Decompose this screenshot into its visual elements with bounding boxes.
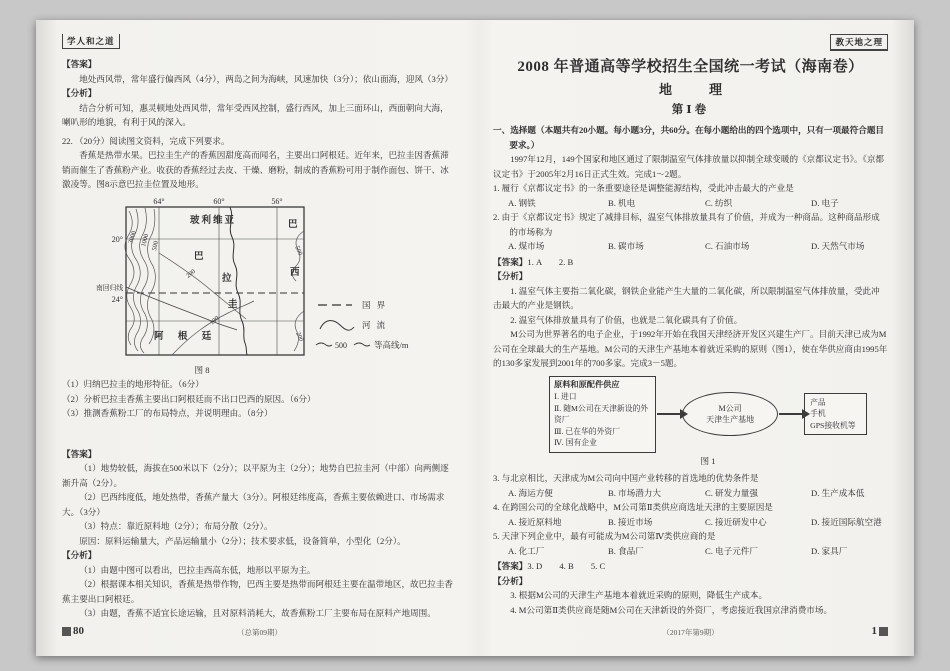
- analysis-label: 【分析】: [493, 271, 528, 281]
- contour-label: 500: [293, 244, 304, 257]
- country-label-paraguay: 拉: [222, 273, 232, 284]
- tropic-label: 南回归线: [96, 284, 124, 292]
- analysis-label: 【分析】: [62, 88, 97, 98]
- country-label-paraguay: 巴: [194, 251, 204, 262]
- option-row: [493, 486, 888, 501]
- figure1-diagram: [549, 376, 867, 453]
- country-label-bolivia: 玻利维亚: [189, 215, 237, 226]
- question-22-stem: 22. （20分）阅读图文资料，完成下列要求。: [62, 135, 230, 146]
- analysis-paragraph: 结合分析可知，惠灵顿地处西风带，常年受西风控制，盛行西风，加上三面环山，西面朝向大海，喇叭形的地貌，有利于风的深入。: [62, 102, 449, 127]
- right-page-number: [872, 624, 889, 639]
- question-stem: 3. 与北京相比，天津成为M公司向中国产业转移的首选地的优势条件是: [493, 473, 759, 483]
- answer-values: 3. D 4. B 5. C: [527, 561, 606, 571]
- question-22-intro: 香蕉是热带水果。巴拉圭生产的香蕉因甜度高而闻名，主要出口阿根廷。近年来，巴拉圭因香蕉滞销而催生了香蕉粉产业。收获的香蕉经过去皮、干燥、磨粉，制成的香蕉粉可用于制作面包、饼干、冰激凌等。图8示意巴拉圭位置及地形。: [62, 150, 449, 189]
- exam-title: 2008 年普通高等学校招生全国统一考试（海南卷）: [517, 59, 864, 75]
- figure8-caption: 图 8: [194, 364, 210, 375]
- option: D. 家具厂: [811, 545, 848, 556]
- right-arrow-icon: [657, 413, 681, 416]
- page-number-text: 1: [871, 625, 877, 637]
- book-spread: [36, 20, 914, 656]
- supply-item: Ⅳ. 国有企业: [554, 438, 597, 447]
- question-stem: 4. 在跨国公司的全球化战略中，M公司第Ⅱ类供应商选址天津的主要原因是: [493, 502, 773, 512]
- sub-question: （3）推测香蕉粉工厂的布局特点，并说明理由。（8分）: [62, 408, 273, 418]
- supply-box-title: 原料和原配件供应: [554, 379, 620, 389]
- answer-values: 1. A 2. B: [527, 256, 574, 267]
- contour-label: 200: [294, 330, 305, 343]
- answer-label: 【答案】: [62, 59, 97, 69]
- answer-item: （3）特点：靠近原料地（2分）；布局分散（2分）。: [79, 521, 273, 531]
- legend-contour-symbol: [354, 343, 370, 346]
- page-number-text: 80: [73, 625, 84, 637]
- analysis-item: （1）由题中图可以看出，巴拉圭西高东低，地形以平原为主。: [79, 564, 316, 575]
- contour-label: 1000: [140, 232, 151, 248]
- product-item: 手机: [810, 409, 826, 419]
- legend-river-symbol: [320, 320, 354, 330]
- page-number-block: [879, 627, 888, 636]
- passage: M公司为世界著名的电子企业，于1992年开始在我国天津经济开发区兴建生产厂。目前天津已成为M公司在全球最大的生产基地。M公司的天津生产基地本着就近采购的原则（图1），使在华供应商由1995年的130多家发展到2001年的700多家。完成3－5题。: [493, 329, 888, 368]
- option: A. 钢铁: [508, 197, 536, 208]
- plant-node: [682, 392, 778, 436]
- legend-contour-value: 500: [335, 340, 347, 350]
- option-row: [493, 515, 888, 530]
- contour-line: [132, 209, 141, 351]
- analysis-item: 4. M公司第Ⅱ类供应商是随M公司在天津新设的外资厂，考虑接近我国京津消费市场。: [510, 604, 833, 615]
- answer-label: 【答案】: [493, 256, 528, 267]
- map-lon-label: 56°: [271, 196, 283, 206]
- answer-item: 原因：原料运输量大，产品运输量小（2分）；技术要求低，设备简单，小型化（2分）。: [79, 535, 406, 546]
- option: D. 电子: [811, 197, 839, 208]
- product-item: GPS接收机等: [810, 420, 856, 430]
- analysis-item: 1. 温室气体主要指二氧化碳，钢铁企业能产生大量的二氧化碳，所以限制温室气体排放量，受此冲击最大的产业是钢铁。: [493, 285, 880, 310]
- answer-paragraph: 地处西风带，常年盛行偏西风（4分），两岛之间为海峡，风速加快（3分）；依山面海，迎风（3分）: [79, 73, 454, 84]
- right-page: [475, 20, 914, 656]
- option-row: [493, 196, 888, 211]
- map-lat-label: 24°: [111, 294, 123, 304]
- option: C. 石油市场: [705, 241, 750, 251]
- left-header-row: [62, 34, 457, 49]
- plant-name: M公司: [718, 404, 742, 413]
- sub-question: （2）分析巴拉圭香蕉主要出口阿根廷而不出口巴西的原因。（6分）: [62, 393, 316, 404]
- analysis-item: （3）由题，香蕉不适宜长途运输，且对原料消耗大，故香蕉粉工厂主要布局在原料产地周围。: [79, 608, 436, 618]
- contour-label: 3000: [127, 229, 138, 245]
- right-column-tag: 教天地之理: [830, 34, 888, 51]
- country-label-paraguay: 圭: [228, 299, 238, 310]
- answer-line: [493, 255, 888, 270]
- answer-item: （1）地势较低，海拔在500米以下（2分）；以平原为主（2分）；地势自巴拉圭河（中部）向两侧逐渐升高（2分）。: [62, 463, 449, 488]
- option-row: [493, 239, 888, 254]
- answer-item: （2）巴西纬度低，地处热带，香蕉产量大（3分）。阿根廷纬度高，香蕉主要依赖进口、市场需求大。（3分）: [62, 492, 445, 517]
- legend-border-label: 国 界: [362, 299, 388, 310]
- contour-line: [147, 209, 155, 344]
- option: A. 海运方便: [508, 487, 553, 498]
- map-lat-label: 20°: [111, 234, 123, 244]
- answer-label: 【答案】: [62, 448, 97, 459]
- option: C. 纺织: [705, 197, 733, 208]
- question-stem: 1. 履行《京都议定书》的一条重要途径是调整能源结构，受此冲击最大的产业是: [493, 183, 794, 193]
- product-box: [804, 393, 867, 436]
- supply-box: [549, 376, 656, 453]
- country-label-argentina: 阿 根 廷: [154, 331, 218, 342]
- analysis-label: 【分析】: [62, 550, 97, 560]
- supply-item: Ⅱ. 随M公司在天津新设的外资厂: [554, 403, 649, 424]
- country-label-brazil: 西: [290, 267, 300, 278]
- spacer: [62, 421, 457, 447]
- left-page: [36, 20, 475, 656]
- option: C. 电子元件厂: [705, 545, 758, 556]
- exam-volume: 第Ⅰ卷: [671, 104, 710, 116]
- legend-river-label: 河 流: [362, 319, 388, 330]
- issue-label: （总第09期）: [237, 628, 282, 637]
- contour-label: 500: [151, 239, 160, 251]
- supply-item: Ⅲ. 已在华的外资厂: [554, 426, 620, 436]
- paraguay-map: [96, 195, 426, 363]
- analysis-label: 【分析】: [493, 575, 528, 586]
- figure8-map: [96, 195, 457, 363]
- right-header-row: [493, 34, 888, 51]
- left-column-tag: 学人和之道: [62, 34, 120, 49]
- option: C. 研发力量强: [705, 487, 758, 498]
- right-page-footer: [493, 624, 888, 640]
- option: A. 化工厂: [508, 545, 545, 556]
- option: B. 接近市场: [608, 516, 653, 527]
- analysis-item: 2. 温室气体排放量具有了价值，也就是二氧化碳具有了价值。: [510, 314, 743, 325]
- country-label-brazil: 巴: [288, 219, 298, 230]
- left-page-footer: [62, 624, 457, 640]
- exam-subject: 地 理: [658, 82, 734, 97]
- answer-line: [493, 559, 888, 574]
- legend-contour-label: 等高线/m: [374, 339, 409, 350]
- analysis-item: 3. 根据M公司的天津生产基地本着就近采购的原则，降低生产成本。: [510, 590, 768, 600]
- option: C. 接近研发中心: [705, 516, 767, 527]
- option: D. 生产成本低: [811, 487, 865, 498]
- contour-line: [140, 208, 151, 353]
- option: B. 碳市场: [608, 241, 644, 251]
- river-line: [230, 207, 247, 355]
- question-stem: 5. 天津下列企业中，最有可能成为M公司第Ⅳ类供应商的是: [493, 531, 716, 541]
- answer-label: 【答案】: [493, 561, 528, 571]
- contour-line: [172, 301, 254, 355]
- option: D. 天然气市场: [811, 241, 865, 251]
- section-heading: 一、选择题（本题共有20小题。每小题3分，共60分。在每小题给出的四个选项中，只有一项最符合题目要求。）: [493, 125, 885, 150]
- figure1-caption: 图 1: [700, 455, 716, 466]
- option-row: [493, 544, 888, 559]
- plant-base: 天津生产基地: [706, 415, 755, 424]
- option: A. 煤市场: [508, 241, 545, 251]
- option: D. 接近国际航空港: [811, 516, 882, 527]
- option: B. 食品厂: [608, 545, 644, 556]
- option: B. 机电: [608, 197, 636, 208]
- map-lon-label: 60°: [213, 196, 225, 206]
- issue-label: （2017年第9期）: [662, 628, 719, 637]
- map-lon-label: 64°: [153, 196, 165, 206]
- right-arrow-icon: [779, 413, 803, 416]
- analysis-item: （2）根据课本相关知识，香蕉是热带作物，巴西主要是热带而阿根廷主要在温带地区，故巴拉圭香蕉主要出口阿根廷。: [62, 579, 454, 604]
- passage: 1997年12月，149个国家和地区通过了限制温室气体排放量以抑制全球变暖的《京都议定书》。《京都议定书》于2005年2月16日正式生效。完成1～2题。: [493, 154, 885, 179]
- option: A. 接近原料地: [508, 516, 562, 527]
- contour-label: 100: [208, 314, 221, 326]
- question-stem: 2. 由于《京都议定书》规定了减排目标，温室气体排放量具有了价值，并成为一种商品。这种商品形成的市场称为: [493, 212, 880, 237]
- product-item: 产品: [810, 397, 826, 407]
- supply-item: Ⅰ. 进口: [554, 392, 577, 401]
- contour-label: 200: [184, 267, 197, 280]
- option: B. 市场潜力大: [608, 487, 661, 498]
- legend-contour-symbol: [316, 343, 332, 346]
- sub-question: （1）归纳巴拉圭的地形特征。（6分）: [62, 379, 204, 389]
